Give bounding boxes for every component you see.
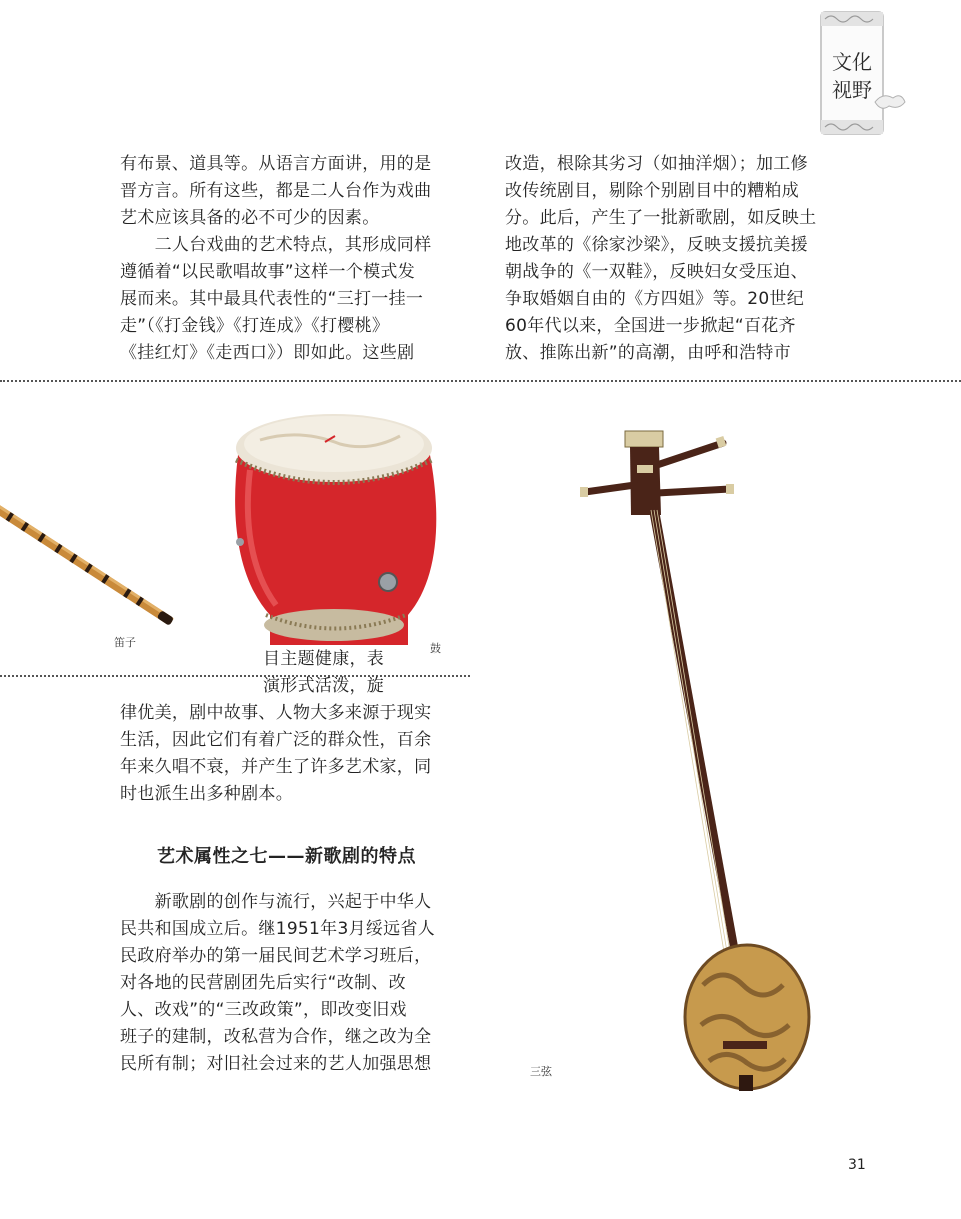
text-line: 晋方言。所有这些，都是二人台作为戏曲 (120, 181, 432, 201)
text-line: 演形式活泼，旋 (263, 676, 385, 696)
text-line: 年来久唱不衰，并产生了许多艺术家，同 (120, 757, 432, 777)
text-line: 放、推陈出新”的高潮，由呼和浩特市 (505, 343, 791, 363)
text-line: 生活，因此它们有着广泛的群众性，百余 (120, 730, 432, 750)
drum-image (230, 410, 440, 650)
text-line: 改传统剧目，剔除个别剧目中的糟粕成 (505, 181, 800, 201)
page-number: 31 (848, 1157, 866, 1173)
text-line: 改造，根除其劣习（如抽洋烟）；加工修 (505, 154, 808, 174)
text-line: 民共和国成立后。继1951年3月绥远省人 (120, 919, 436, 939)
column-2-top-text (505, 151, 816, 367)
text-line: 班子的建制，改私营为合作，继之改为全 (120, 1027, 432, 1047)
section-body-text (120, 889, 435, 1078)
section-heading: 艺术属性之七——新歌剧的特点 (157, 846, 416, 867)
drum-caption: 鼓 (430, 642, 441, 655)
text-line: 《挂红灯》《走西口》）即如此。这些剧 (120, 343, 415, 363)
sanxian-image (575, 425, 815, 1095)
column-1-mid-text (120, 700, 431, 808)
text-line: 展而来。其中最具代表性的“三打一挂一 (120, 289, 424, 309)
flute-image (0, 500, 190, 640)
text-line: 时也派生出多种剧本。 (120, 784, 293, 804)
text-line: 朝战争的《一双鞋》，反映妇女受压迫、 (505, 262, 808, 282)
text-line: 对各地的民营剧团先后实行“改制、改 (120, 973, 406, 993)
text-line: 争取婚姻自由的《方四姐》等。20世纪 (505, 289, 805, 309)
text-line: 分。此后，产生了一批新歌剧，如反映土 (505, 208, 817, 228)
text-line: 民政府举办的第一届民间艺术学习班后， (120, 946, 432, 966)
text-line: 目主题健康，表 (263, 649, 385, 669)
badge-line-2: 视野 (832, 78, 872, 102)
text-line: 地改革的《徐家沙梁》，反映支援抗美援 (505, 235, 808, 255)
dotted-divider (0, 380, 961, 382)
text-line: 人、改戏”的“三改政策”，即改变旧戏 (120, 1000, 407, 1020)
text-line: 60年代以来，全国进一步掀起“百花齐 (505, 316, 796, 336)
text-line: 艺术应该具备的必不可少的因素。 (120, 208, 380, 228)
column-1-mid-short-text (263, 646, 384, 700)
column-1-top-text (120, 151, 431, 367)
section-badge (828, 48, 876, 104)
text-line: 二人台戏曲的艺术特点，其形成同样 (120, 235, 432, 255)
flute-caption: 笛子 (114, 636, 136, 649)
text-line: 民所有制；对旧社会过来的艺人加强思想 (120, 1054, 432, 1074)
text-line: 律优美，剧中故事、人物大多来源于现实 (120, 703, 432, 723)
text-line: 走”（《打金钱》《打连成》《打樱桃》 (120, 316, 390, 336)
sanxian-caption: 三弦 (530, 1065, 552, 1078)
text-line: 遵循着“以民歌唱故事”这样一个模式发 (120, 262, 416, 282)
dotted-divider (0, 675, 470, 677)
badge-line-1: 文化 (832, 50, 872, 74)
text-line: 新歌剧的创作与流行，兴起于中华人 (120, 892, 432, 912)
text-line: 有布景、道具等。从语言方面讲，用的是 (120, 154, 432, 174)
